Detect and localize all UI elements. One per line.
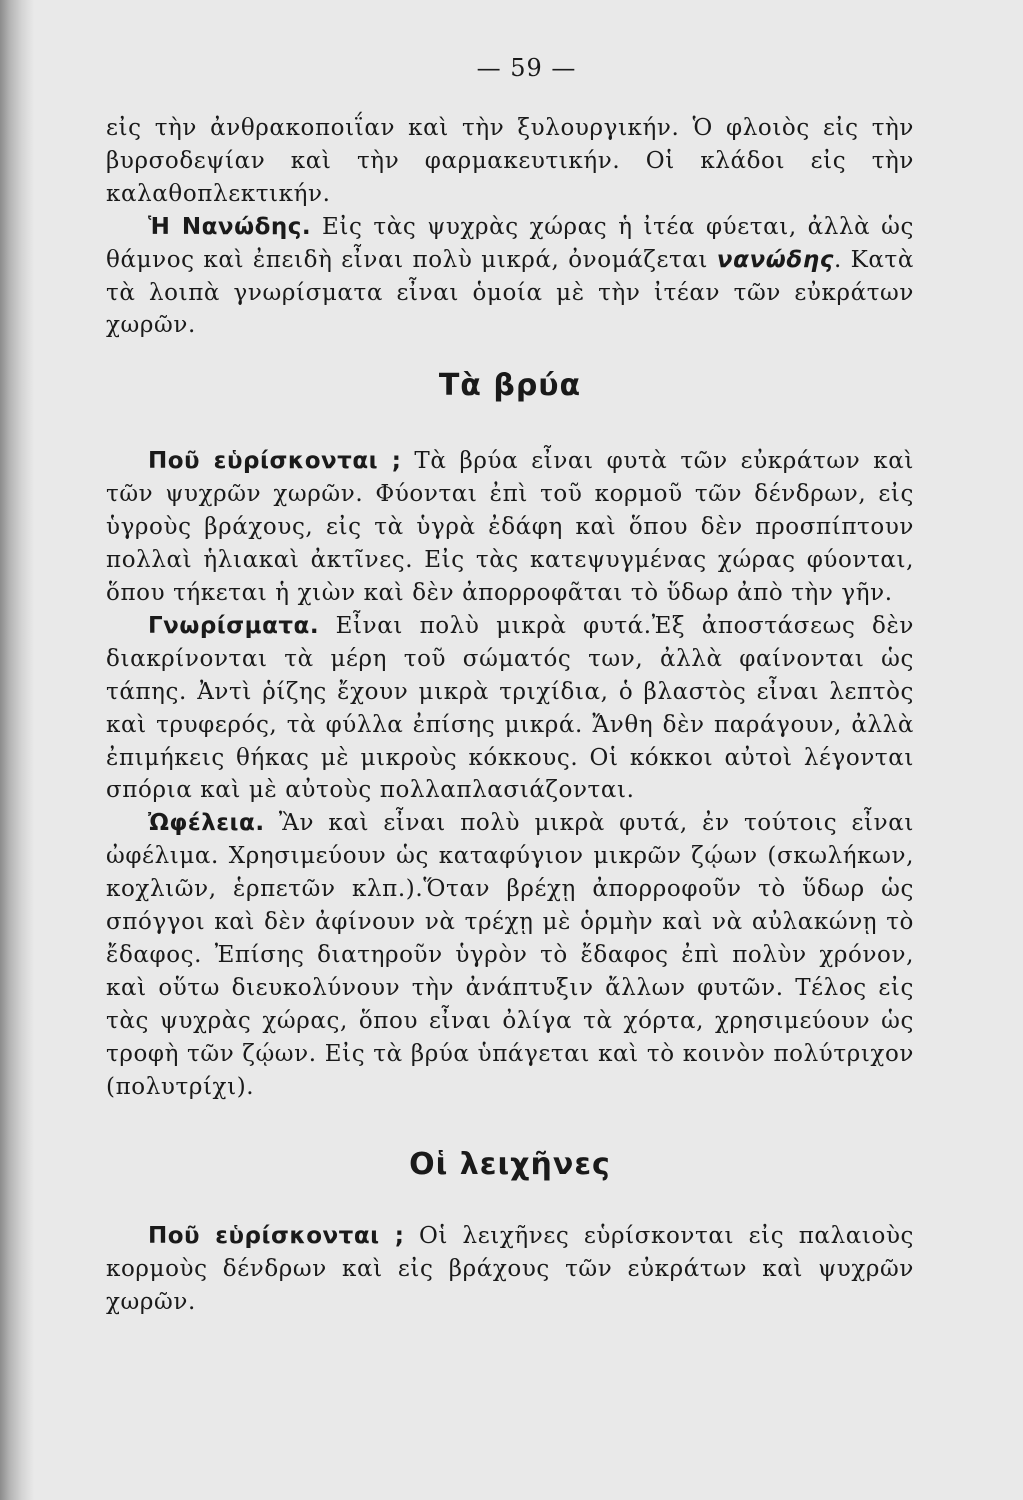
heading-bryua: Τὰ βρύα (438, 368, 582, 404)
paragraph-bryua-features (106, 610, 914, 807)
nanodis-emphasis: νανώδης (716, 246, 834, 273)
paragraph-bryua-where (106, 445, 914, 610)
nanodis-lead: Ἡ Νανώδης. (148, 213, 312, 240)
page-body (106, 112, 914, 1319)
page-number: — 59 — (476, 54, 577, 82)
heading-leichines: Οἱ λειχῆνες (409, 1147, 611, 1183)
bryua-where-text: Τὰ βρύα εἶναι φυτὰ τῶν εὐκράτων καὶ τῶν ψυχρῶν χωρῶν. Φύονται ἐπὶ τοῦ κορμοῦ τῶν δένδρων, εἰς ὑγροὺς βράχους, εἰς τὰ ὑγρὰ ἐδάφη καὶ ὅπου δὲν προσπίπτουν πολλαὶ ἡλιακαὶ ἀκτῖνες. Εἰς τὰς κατεψυγμένας χώρας φύονται, ὅπου τήκεται ἡ χιὼν καὶ δὲν ἀπορροφᾶται τὸ ὕδωρ ἀπὸ τὴν γῆν. (106, 448, 914, 606)
paragraph-leichines-where (106, 1220, 914, 1319)
paragraph-bryua-benefit (106, 807, 914, 1103)
paragraph-intro: εἰς τὴν ἀνθρακοποιΐαν καὶ τὴν ξυλουργικήν. Ὁ φλοιὸς εἰς τὴν βυρσοδεψίαν καὶ τὴν φαρμακευτικήν. Οἱ κλάδοι εἰς τὴν καλαθοπλεκτικήν. (106, 115, 914, 207)
bryua-features-text: Εἶναι πολὺ μικρὰ φυτά.Ἐξ ἀποστάσεως δὲν διακρίνονται τὰ μέρη τοῦ σώματός των, ἀλλὰ φαίνονται ὡς τάπης. Ἀντὶ ῥίζης ἔχουν μικρὰ τριχίδια, ὁ βλαστὸς εἶναι λεπτὸς καὶ τρυφερός, τὰ φύλλα ἐπίσης μικρά. Ἄνθη δὲν παράγουν, ἀλλὰ ἐπιμήκεις θήκας μὲ μικροὺς κόκκους. Οἱ κόκκοι αὐτοὶ λέγονται σπόρια καὶ μὲ αὐτοὺς πολλαπλασιάζονται. (106, 612, 914, 804)
bryua-benefit-text: Ἂν καὶ εἶναι πολὺ μικρὰ φυτά, ἐν τούτοις εἶναι ὠφέλιμα. Χρησιμεύουν ὡς καταφύγιον μικρῶν ζῴων (σκωλήκων, κοχλιῶν, ἑρπετῶν κλπ.).Ὅταν βρέχῃ ἀπορροφοῦν τὸ ὕδωρ ὡς σπόγγοι καὶ δὲν ἀφίνουν νὰ τρέχῃ μὲ ὁρμὴν καὶ νὰ αὐλακώνῃ τὸ ἔδαφος. Ἐπίσης διατηροῦν ὑγρὸν τὸ ἔδαφος ἐπὶ πολὺν χρόνον, καὶ οὕτω διευκολύνουν τὴν ἀνάπτυξιν ἄλλων φυτῶν. Τέλος εἰς τὰς ψυχρὰς χώρας, ὅπου εἶναι ὀλίγα τὰ χόρτα, χρησιμεύουν ὡς τροφὴ τῶν ζῴων. Εἰς τὰ βρύα ὑπάγεται καὶ τὸ κοινὸν πολύτριχον (πολυτρίχι). (106, 810, 914, 1100)
leichines-where-text: Οἱ λειχῆνες εὑρίσκονται εἰς παλαιοὺς κορμοὺς δένδρων καὶ εἰς βράχους τῶν εὐκράτων καὶ ψυχρῶν χωρῶν. (106, 1223, 915, 1316)
nanodis-text-b: . Κατὰ τὰ λοιπὰ γνωρίσματα εἶναι ὁμοία μὲ τὴν ἰτέαν τῶν εὐκράτων χωρῶν. (106, 246, 914, 339)
paragraph-nanodis (106, 211, 914, 343)
bryua-features-lead: Γνωρίσματα. (148, 612, 320, 639)
nanodis-text-a: Εἰς τὰς ψυχρὰς χώρας ἡ ἰτέα φύεται, ἀλλὰ ὡς θάμνος καὶ ἐπειδὴ εἶναι πολὺ μικρά, ὀνομάζεται (106, 213, 915, 273)
leichines-where-lead: Ποῦ εὑρίσκονται ; (148, 1223, 405, 1250)
bryua-where-lead: Ποῦ εὑρίσκονται ; (148, 448, 402, 475)
bryua-benefit-lead: Ὠφέλεια. (148, 810, 265, 837)
book-spine-shadow (0, 0, 34, 1500)
